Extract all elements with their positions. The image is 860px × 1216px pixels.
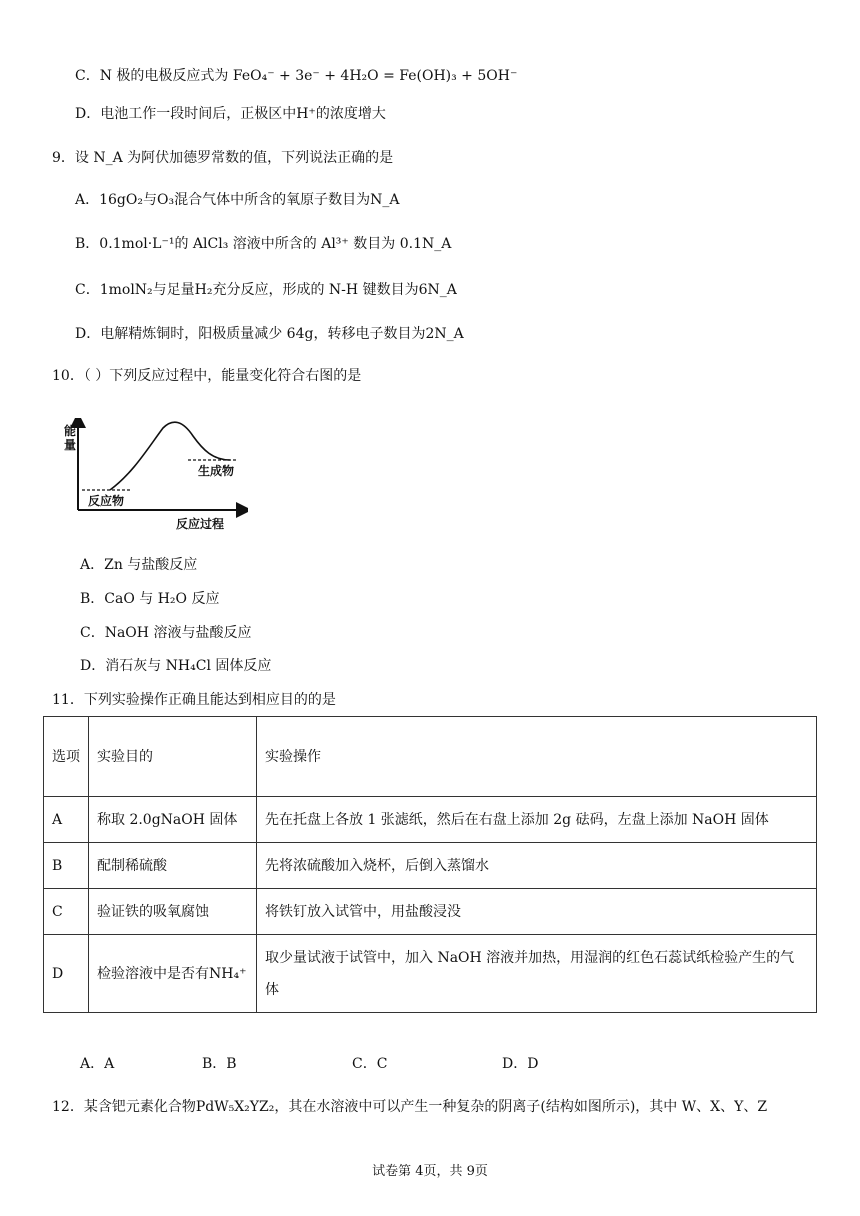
row-c-purpose: 验证铁的吸氧腐蚀 (89, 889, 257, 935)
row-a-option: A (44, 797, 89, 843)
page-footer: 试卷第 4页，共 9页 (372, 1164, 488, 1179)
row-a-purpose: 称取 2.0gNaOH 固体 (89, 797, 257, 843)
question-12-stem: 12．某含钯元素化合物PdW₅X₂YZ₂，其在水溶液中可以产生一种复杂的阴离子(结构如图所示)，其中 W、X、Y、Z (52, 1099, 768, 1115)
question-11-stem: 11．下列实验操作正确且能达到相应目的的是 (52, 692, 336, 708)
question-9-option-a: A．16gO₂与O₃混合气体中所含的氧原子数目为N_A (75, 192, 400, 208)
product-label: 生成物 (198, 464, 235, 478)
question-9-option-d: D．电解精炼铜时，阳极质量减少 64g，转移电子数目为2N_A (75, 326, 464, 342)
answer-c: C．C (352, 1056, 388, 1072)
question-9-option-c: C．1molN₂与足量H₂充分反应，形成的 N-H 键数目为6N_A (75, 282, 457, 298)
option-c-label: C．N 极的电极反应式为 (75, 68, 229, 84)
row-c-operation: 将铁钉放入试管中，用盐酸浸没 (257, 889, 817, 935)
answer-d: D．D (502, 1056, 539, 1072)
table-row (44, 797, 817, 843)
question-9-option-b: B．0.1mol·L⁻¹的 AlCl₃ 溶液中所含的 Al³⁺ 数目为 0.1N_A (75, 236, 452, 252)
question-9-stem: 9．设 N_A 为阿伏加德罗常数的值，下列说法正确的是 (52, 150, 394, 166)
energy-diagram (58, 418, 248, 536)
row-d-purpose: 检验溶液中是否有NH₄⁺ (89, 935, 257, 1013)
question-10-option-a: A．Zn 与盐酸反应 (80, 557, 198, 573)
table-row (44, 935, 817, 1013)
question-11-answers (80, 1053, 780, 1075)
header-operation: 实验操作 (257, 717, 817, 797)
row-d-operation: 取少量试液于试管中，加入 NaOH 溶液并加热，用湿润的红色石蕊试纸检验产生的气体 (257, 935, 817, 1013)
answer-b: B．B (202, 1056, 237, 1072)
x-axis-label: 反应过程 (176, 517, 225, 531)
question-10-option-c: C．NaOH 溶液与盐酸反应 (80, 625, 252, 641)
header-purpose: 实验目的 (89, 717, 257, 797)
question-10-option-d: D．消石灰与 NH₄Cl 固体反应 (80, 658, 272, 674)
question-10-option-b: B．CaO 与 H₂O 反应 (80, 591, 220, 607)
question-8-option-c (75, 66, 517, 86)
row-d-option: D (44, 935, 89, 1013)
row-b-operation: 先将浓硫酸加入烧杯，后倒入蒸馏水 (257, 843, 817, 889)
option-c-formula: FeO₄⁻ + 3e⁻ + 4H₂O = Fe(OH)₃ + 5OH⁻ (232, 68, 518, 84)
row-b-purpose: 配制稀硫酸 (89, 843, 257, 889)
question-10-stem: 10．（ ）下列反应过程中，能量变化符合右图的是 (52, 368, 362, 384)
reactant-label: 反应物 (88, 494, 125, 508)
header-option: 选项 (44, 717, 89, 797)
energy-curve (110, 422, 230, 490)
row-a-operation: 先在托盘上各放 1 张滤纸，然后在右盘上添加 2g 砝码，左盘上添加 NaOH 固体 (257, 797, 817, 843)
question-8-option-d: D．电池工作一段时间后，正极区中H⁺的浓度增大 (75, 106, 386, 122)
table-row (44, 889, 817, 935)
experiment-table (43, 716, 817, 1013)
row-b-option: B (44, 843, 89, 889)
answer-a: A．A (80, 1056, 115, 1072)
table-row (44, 843, 817, 889)
table-header-row (44, 717, 817, 797)
row-c-option: C (44, 889, 89, 935)
y-axis-label: 能量 (64, 424, 77, 452)
